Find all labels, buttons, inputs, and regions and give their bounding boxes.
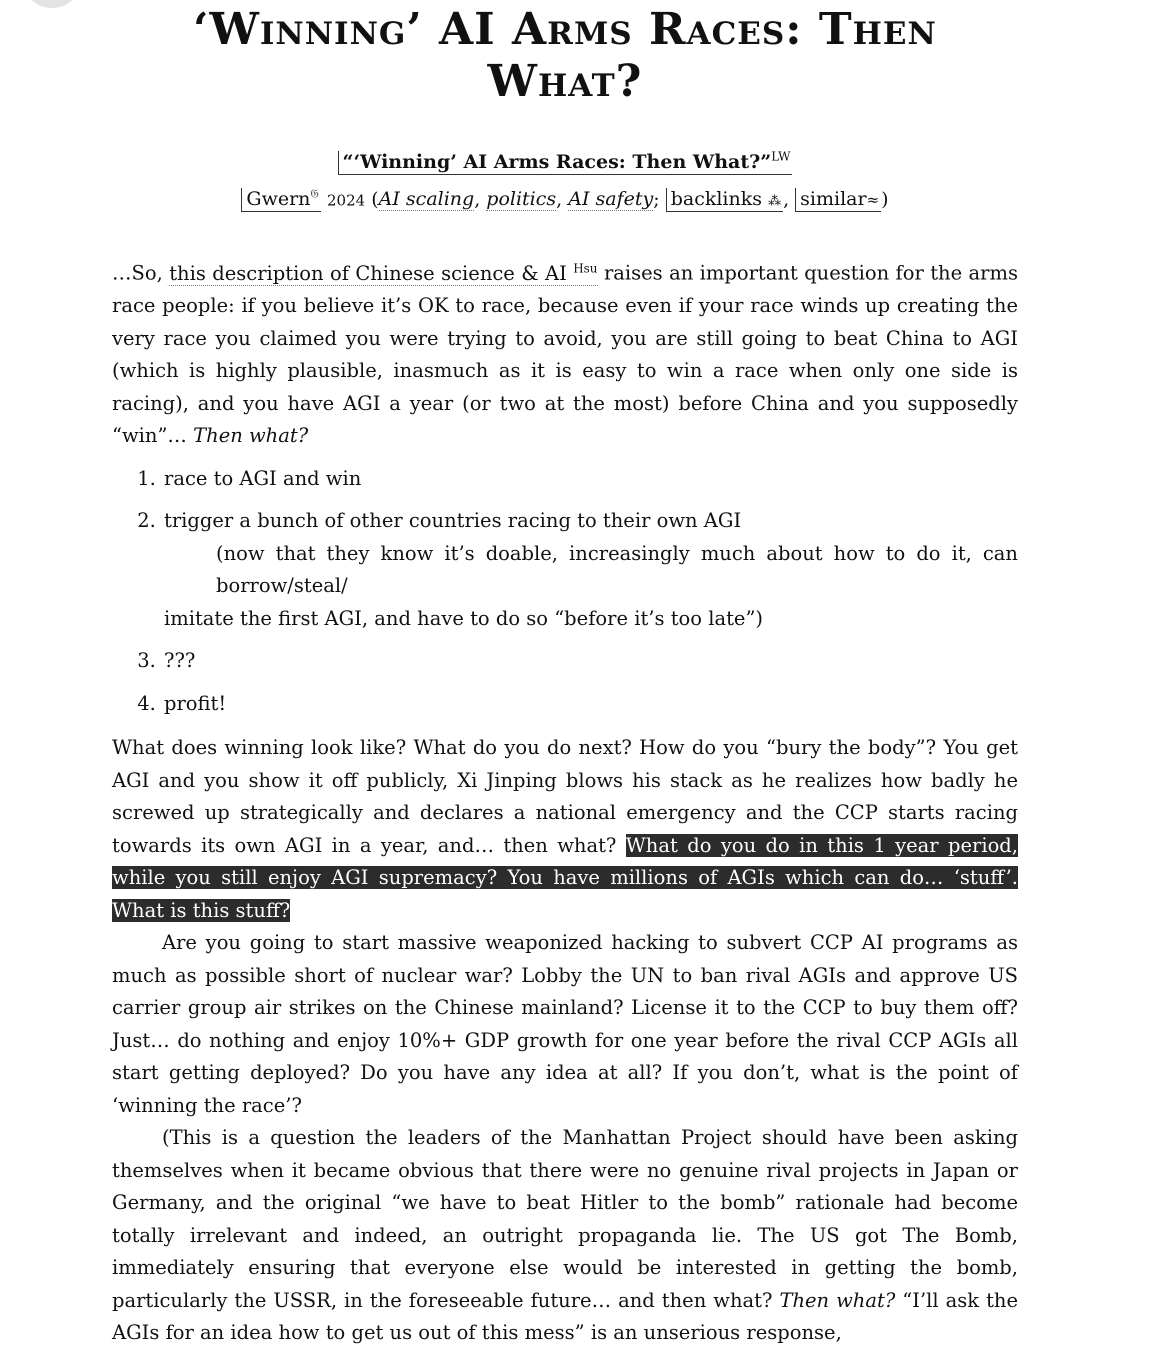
numbered-list bbox=[112, 463, 1018, 721]
paragraph-options: Are you going to start massive weaponized hacking to subvert CCP AI programs as much as possible short of nuclear war? Lobby the UN to ban rival AGIs and approve US carrier group air strikes on the Chinese mainland? License it to the CCP to buy them off? Just… do nothing and enjoy 10%+ GDP growth for one year before the rival CCP AGIs all start getting deployed? Do you have any idea at all? If you don’t, what is the point of ‘winning the race’? bbox=[112, 931, 1018, 1117]
similar-link[interactable] bbox=[795, 188, 881, 212]
author-link[interactable] bbox=[241, 188, 321, 212]
intro-emphasis: Then what? bbox=[193, 424, 309, 447]
author-name: Gwern bbox=[246, 188, 311, 211]
paragraph-winning-text: What does winning look like? What do you do next? How do you “bury the body”? You get AGI and you show it off publicly, Xi Jinping blows his stack as he realizes how badly he screwed up strategically and declares a national emergency and the CCP starts racing towards its own AGI in a year, and… then what? bbox=[112, 736, 1018, 857]
paragraph-winning bbox=[112, 732, 1018, 927]
list-item: 1. race to AGI and win bbox=[162, 463, 1018, 496]
tag-ai-scaling[interactable]: AI scaling bbox=[378, 188, 475, 211]
list-item-text: trigger a bunch of other countries racing to their own AGI bbox=[164, 509, 742, 532]
original-post-title: “‘Winning’ AI Arms Races: Then What?” bbox=[342, 151, 772, 174]
publication-year: 2024 bbox=[327, 191, 366, 210]
list-subnote-continued: imitate the first AGI, and have to do so “before it’s too late”) bbox=[164, 606, 764, 630]
author-icon: 𝔊 bbox=[310, 187, 319, 201]
similar-label: similar bbox=[800, 188, 867, 211]
backlinks-link[interactable] bbox=[666, 188, 783, 212]
highlighted-text[interactable]: What do you do in this 1 year period, while you still enjoy AGI supremacy? You have millions of AGIs which can do… ‘stuff’. What is this stuff? bbox=[112, 833, 1018, 922]
scroll-indicator bbox=[22, 0, 82, 8]
paragraph-manhattan-text: (This is a question the leaders of the Manhattan Project should have been asking themselves when it became obvious that there were no genuine rival projects in Japan or Germany, and the original “we have to beat Hitler to the bomb” rationale had become totally irrelevant and indeed, an outright propaganda lie. The US got The Bomb, immediately ensuring that everyone else would be interested in getting the bomb, particularly the USSR, in the foreseeable future… and then what? bbox=[112, 1126, 1018, 1312]
similar-icon: ≈ bbox=[866, 191, 880, 210]
list-subnote: (now that they know it’s doable, increasingly much about how to do it, can borrow/steal/ bbox=[216, 541, 1018, 597]
page-title: ‘Winning’ AI Arms Races: Then What? bbox=[193, 4, 937, 107]
chinese-science-link-text: this description of Chinese science & AI bbox=[169, 261, 567, 285]
article-body bbox=[112, 252, 1018, 1350]
paragraph-manhattan bbox=[112, 1122, 1018, 1350]
tag-politics[interactable]: politics bbox=[486, 188, 557, 211]
backlinks-icon: ⁂ bbox=[768, 194, 782, 210]
paragraph-manhattan-end: “I’ll ask the AGIs for an idea how to get us out of this mess” is an unserious response, bbox=[112, 1288, 1019, 1344]
lesswrong-icon: LW bbox=[771, 150, 791, 164]
hsu-icon: Hsu bbox=[573, 261, 598, 275]
intro-text-start: …So, bbox=[112, 261, 170, 285]
tag-ai-safety[interactable]: AI safety bbox=[568, 188, 654, 211]
intro-text-body: raises an important question for the arms race people: if you believe it’s OK to race, because even if your race winds up creating the very race you claimed you were trying to avoid, you are still going to beat China to AGI (which is highly plausible, inasmuch as it is easy to win a race when only one side is racing), and you have AGI a year (or two at the most) before China and you supposedly “win”… bbox=[112, 261, 1018, 447]
chinese-science-link[interactable] bbox=[169, 262, 597, 286]
backlinks-label: backlinks bbox=[670, 188, 763, 211]
list-item: 4. profit! bbox=[162, 688, 1018, 721]
metadata-title bbox=[0, 150, 1130, 173]
metadata-line: Gwern$^𝔊$ 2024 (AI scaling, politics, AI safety; backlinks ⁂ , similar≈ ) bbox=[0, 187, 1130, 210]
paragraph-manhattan-emphasis: Then what? bbox=[779, 1288, 896, 1312]
intro-paragraph bbox=[112, 252, 1018, 453]
list-item: 3. ??? bbox=[162, 645, 1018, 678]
original-post-link[interactable] bbox=[338, 151, 793, 175]
list-item bbox=[162, 505, 1018, 635]
